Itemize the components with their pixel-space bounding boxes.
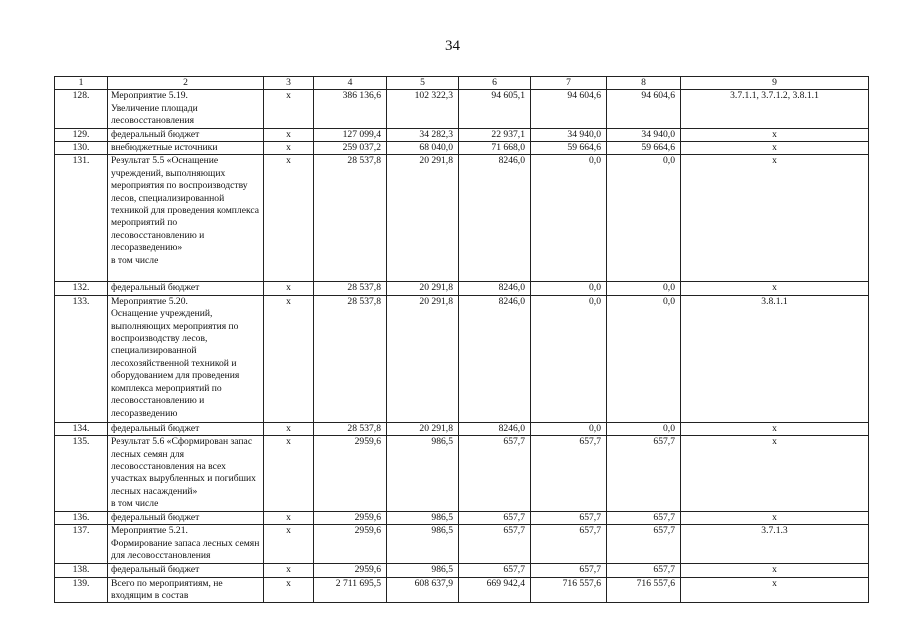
value-cell: 657,7 — [459, 511, 531, 524]
table-row — [55, 564, 869, 577]
row-name-cell: Мероприятие 5.19. Увеличение площади лесовосстановления — [108, 90, 264, 128]
value-cell: 8246,0 — [459, 295, 531, 422]
value-cell: x — [264, 577, 314, 603]
value-cell: x — [681, 577, 869, 603]
value-cell: 657,7 — [459, 525, 531, 564]
row-name-cell: федеральный бюджет — [108, 282, 264, 295]
value-cell: 59 664,6 — [531, 142, 607, 155]
value-cell: 68 040,0 — [387, 142, 459, 155]
value-cell: 20 291,8 — [387, 422, 459, 435]
value-cell: 0,0 — [531, 295, 607, 422]
row-number-cell: 138. — [55, 564, 108, 577]
table-row — [55, 436, 869, 511]
value-cell: 657,7 — [607, 511, 681, 524]
value-cell: 3.8.1.1 — [681, 295, 869, 422]
value-cell: 657,7 — [459, 564, 531, 577]
value-cell: 657,7 — [531, 525, 607, 564]
value-cell: 3.7.1.3 — [681, 525, 869, 564]
row-name-cell: федеральный бюджет — [108, 422, 264, 435]
value-cell: 127 099,4 — [314, 128, 387, 141]
row-name-cell: Результат 5.6 «Сформирован запас лесных семян для лесовосстановления на всех участках вырубленных и погибших лесных насаждений» в том числе — [108, 436, 264, 511]
table-row — [55, 295, 869, 422]
row-name-cell: Мероприятие 5.20. Оснащение учреждений, выполняющих мероприятия по воспроизводству лесов, специализированной лесохозяйственной техникой и оборудованием для проведения комплекса мероприятий по лесовосстановлению и лесоразведению — [108, 295, 264, 422]
table-row — [55, 422, 869, 435]
value-cell: 986,5 — [387, 511, 459, 524]
value-cell: 2959,6 — [314, 511, 387, 524]
value-cell: 3.7.1.1, 3.7.1.2, 3.8.1.1 — [681, 90, 869, 128]
value-cell: 0,0 — [531, 282, 607, 295]
value-cell: 59 664,6 — [607, 142, 681, 155]
value-cell: 0,0 — [531, 155, 607, 282]
row-number-cell: 134. — [55, 422, 108, 435]
column-header: 8 — [607, 77, 681, 90]
value-cell: 8246,0 — [459, 282, 531, 295]
row-number-cell: 133. — [55, 295, 108, 422]
value-cell: 94 604,6 — [531, 90, 607, 128]
value-cell: x — [681, 436, 869, 511]
value-cell: 986,5 — [387, 525, 459, 564]
value-cell: 2 711 695,5 — [314, 577, 387, 603]
value-cell: 386 136,6 — [314, 90, 387, 128]
value-cell: x — [681, 422, 869, 435]
value-cell: 28 537,8 — [314, 155, 387, 282]
header-row — [55, 77, 869, 90]
row-name-cell: Результат 5.5 «Оснащение учреждений, выполняющих мероприятия по воспроизводству лесов, специализированной техникой для проведения комплекса мероприятий по лесовосстановлению и лесоразведению» в том числе — [108, 155, 264, 282]
column-header: 9 — [681, 77, 869, 90]
value-cell: 20 291,8 — [387, 295, 459, 422]
value-cell: x — [264, 525, 314, 564]
value-cell: 20 291,8 — [387, 155, 459, 282]
column-header: 1 — [55, 77, 108, 90]
row-name-cell: Мероприятие 5.21. Формирование запаса лесных семян для лесовосстановления — [108, 525, 264, 564]
table-row — [55, 128, 869, 141]
value-cell: 986,5 — [387, 436, 459, 511]
value-cell: 0,0 — [531, 422, 607, 435]
budget-table — [54, 76, 869, 603]
value-cell: x — [264, 295, 314, 422]
value-cell: 22 937,1 — [459, 128, 531, 141]
row-number-cell: 129. — [55, 128, 108, 141]
row-number-cell: 130. — [55, 142, 108, 155]
row-number-cell: 132. — [55, 282, 108, 295]
value-cell: 8246,0 — [459, 422, 531, 435]
row-number-cell: 131. — [55, 155, 108, 282]
value-cell: 8246,0 — [459, 155, 531, 282]
column-header: 7 — [531, 77, 607, 90]
table-row — [55, 142, 869, 155]
table-row — [55, 90, 869, 128]
value-cell: x — [264, 564, 314, 577]
value-cell: x — [681, 282, 869, 295]
value-cell: 0,0 — [607, 422, 681, 435]
value-cell: x — [681, 128, 869, 141]
value-cell: 102 322,3 — [387, 90, 459, 128]
row-name-cell: Всего по мероприятиям, не входящим в состав — [108, 577, 264, 603]
value-cell: 657,7 — [607, 525, 681, 564]
value-cell: x — [264, 128, 314, 141]
value-cell: 2959,6 — [314, 436, 387, 511]
value-cell: 259 037,2 — [314, 142, 387, 155]
value-cell: 34 282,3 — [387, 128, 459, 141]
value-cell: x — [681, 142, 869, 155]
row-number-cell: 137. — [55, 525, 108, 564]
value-cell: x — [264, 282, 314, 295]
row-name-cell: федеральный бюджет — [108, 511, 264, 524]
column-header: 3 — [264, 77, 314, 90]
value-cell: 2959,6 — [314, 525, 387, 564]
value-cell: 20 291,8 — [387, 282, 459, 295]
value-cell: 34 940,0 — [531, 128, 607, 141]
value-cell: 28 537,8 — [314, 295, 387, 422]
column-header: 6 — [459, 77, 531, 90]
value-cell: 608 637,9 — [387, 577, 459, 603]
value-cell: x — [681, 155, 869, 282]
value-cell: 657,7 — [459, 436, 531, 511]
value-cell: 0,0 — [607, 295, 681, 422]
value-cell: 657,7 — [531, 511, 607, 524]
value-cell: 71 668,0 — [459, 142, 531, 155]
value-cell: 34 940,0 — [607, 128, 681, 141]
row-number-cell: 135. — [55, 436, 108, 511]
value-cell: x — [264, 436, 314, 511]
value-cell: 2959,6 — [314, 564, 387, 577]
value-cell: x — [264, 142, 314, 155]
row-number-cell: 136. — [55, 511, 108, 524]
row-name-cell: федеральный бюджет — [108, 128, 264, 141]
value-cell: x — [681, 564, 869, 577]
value-cell: 716 557,6 — [607, 577, 681, 603]
value-cell: x — [681, 511, 869, 524]
value-cell: 669 942,4 — [459, 577, 531, 603]
column-header: 5 — [387, 77, 459, 90]
table-row — [55, 155, 869, 282]
table-row — [55, 282, 869, 295]
value-cell: 94 605,1 — [459, 90, 531, 128]
value-cell: 657,7 — [531, 564, 607, 577]
page-number: 34 — [445, 38, 460, 54]
value-cell: 986,5 — [387, 564, 459, 577]
value-cell: x — [264, 90, 314, 128]
column-header: 2 — [108, 77, 264, 90]
value-cell: 716 557,6 — [531, 577, 607, 603]
value-cell: 657,7 — [531, 436, 607, 511]
row-name-cell: внебюджетные источники — [108, 142, 264, 155]
row-number-cell: 128. — [55, 90, 108, 128]
value-cell: 28 537,8 — [314, 422, 387, 435]
table-row — [55, 577, 869, 603]
value-cell: x — [264, 155, 314, 282]
column-header: 4 — [314, 77, 387, 90]
row-number-cell: 139. — [55, 577, 108, 603]
value-cell: 28 537,8 — [314, 282, 387, 295]
value-cell: 657,7 — [607, 436, 681, 511]
value-cell: x — [264, 422, 314, 435]
table-row — [55, 511, 869, 524]
value-cell: x — [264, 511, 314, 524]
value-cell: 0,0 — [607, 282, 681, 295]
value-cell: 94 604,6 — [607, 90, 681, 128]
row-name-cell: федеральный бюджет — [108, 564, 264, 577]
value-cell: 0,0 — [607, 155, 681, 282]
table-row — [55, 525, 869, 564]
value-cell: 657,7 — [607, 564, 681, 577]
